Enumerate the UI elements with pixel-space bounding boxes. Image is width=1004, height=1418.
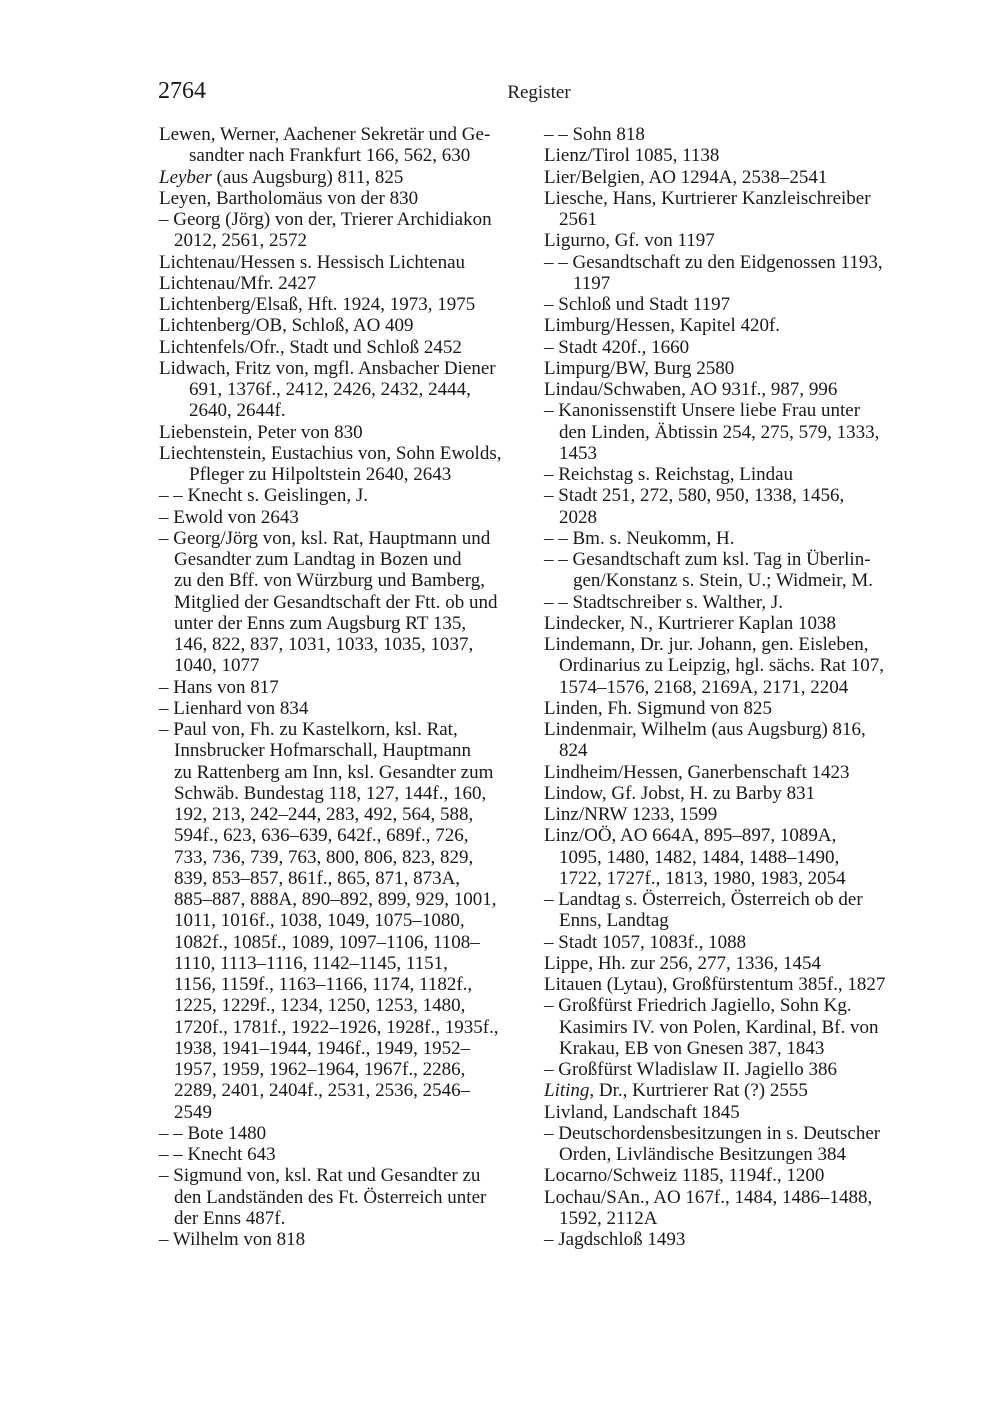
index-entry-line: – Deutschordensbesitzungen in s. Deutscher [544, 1122, 881, 1144]
index-entry-line: Pfleger zu Hilpoltstein 2640, 2643 [189, 464, 452, 485]
index-entry-line: Liting, Dr., Kurtrierer Rat (?) 2555 [544, 1080, 808, 1102]
index-entry-line: – Großfürst Wladislaw II. Jagiello 386 [544, 1059, 838, 1080]
index-entry-line: – – Gesandtschaft zum ksl. Tag in Überlin- [544, 549, 871, 570]
index-entry-line: – – Knecht 643 [159, 1144, 276, 1165]
index-entry-line: – Landtag s. Österreich, Österreich ob der [544, 889, 863, 910]
index-entry-line: 691, 1376f., 2412, 2426, 2432, 2444, [189, 379, 471, 400]
index-entry-line: 1592, 2112A [559, 1207, 658, 1229]
index-entry-line: Livland, Landschaft 1845 [544, 1101, 740, 1123]
index-entry-line: Lindau/Schwaben, AO 931f., 987, 996 [544, 379, 838, 400]
index-entry-line: Lindenmair, Wilhelm (aus Augsburg) 816, [544, 719, 866, 740]
index-entry-line: – Großfürst Friedrich Jagiello, Sohn Kg. [544, 995, 852, 1017]
index-entry-line: Lidwach, Fritz von, mgfl. Ansbacher Diener [159, 357, 496, 379]
index-entry-line: Lichtenberg/OB, Schloß, AO 409 [159, 315, 414, 337]
index-entry-line: Schwäb. Bundestag 118, 127, 144f., 160, [174, 782, 487, 804]
index-entry-line: 1722, 1727f., 1813, 1980, 1983, 2054 [559, 867, 846, 889]
index-entry-line: Lier/Belgien, AO 1294A, 2538–2541 [544, 166, 828, 188]
index-entry-line: 1197 [573, 272, 611, 294]
index-entry-line: 2012, 2561, 2572 [174, 230, 307, 252]
page-number: 2764 [158, 78, 206, 104]
index-entry-line: Innsbrucker Hofmarschall, Hauptmann [174, 740, 472, 762]
index-entry-line: – Ewold von 2643 [159, 506, 299, 528]
index-entry-line: Limpurg/BW, Burg 2580 [544, 357, 735, 379]
index-entry-line: 2289, 2401, 2404f., 2531, 2536, 2546– [174, 1080, 471, 1102]
index-entry-line: Linden, Fh. Sigmund von 825 [544, 697, 773, 719]
index-entry-line: Linz/NRW 1233, 1599 [544, 804, 718, 825]
index-entry-line: 1011, 1016f., 1038, 1049, 1075–1080, [174, 910, 465, 932]
index-entry-line: 1110, 1113–1116, 1142–1145, 1151, [174, 952, 448, 974]
index-entry-line: den Landständen des Ft. Österreich unter [174, 1186, 487, 1208]
index-entry-line: Enns, Landtag [559, 910, 669, 932]
index-entry-line: 1095, 1480, 1482, 1484, 1488–1490, [559, 846, 840, 868]
index-entry-line: – Kanonissenstift Unsere liebe Frau unter [544, 400, 861, 422]
index-entry-line: 733, 736, 739, 763, 800, 806, 823, 829, [174, 846, 474, 868]
index-entry-line: – Schloß und Stadt 1197 [544, 294, 731, 315]
index-entry-line: – Jagdschloß 1493 [544, 1229, 686, 1250]
index-entry-line: Litauen (Lytau), Großfürstentum 385f., 1827 [544, 974, 886, 995]
index-entry-line: 1225, 1229f., 1234, 1250, 1253, 1480, [174, 995, 466, 1017]
index-entry-line: – Georg (Jörg) von der, Trierer Archidiakon [159, 209, 492, 230]
right-column [544, 124, 916, 1250]
index-entry-line: Lichtenberg/Elsaß, Hft. 1924, 1973, 1975 [159, 294, 476, 315]
index-entry-line: Lienz/Tirol 1085, 1138 [544, 145, 720, 167]
index-entry-line: – – Bote 1480 [159, 1122, 267, 1144]
index-entry-line: Liechtenstein, Eustachius von, Sohn Ewolds, [159, 442, 502, 464]
index-entry-line: den Linden, Äbtissin 254, 275, 579, 1333, [559, 421, 880, 443]
index-entry-line: Lindow, Gf. Jobst, H. zu Barby 831 [544, 782, 816, 804]
index-entry-line: 2640, 2644f. [189, 400, 286, 422]
index-entry-line: Krakau, EB von Gnesen 387, 1843 [559, 1037, 825, 1059]
index-entry-line: Lewen, Werner, Aachener Sekretär und Ge- [159, 124, 491, 145]
index-entry-line: 1453 [559, 442, 597, 464]
index-entry-line: Lichtenau/Mfr. 2427 [159, 272, 317, 294]
index-entry-line: – – Gesandtschaft zu den Eidgenossen 1193, [544, 251, 883, 273]
index-entry-line: – Hans von 817 [159, 676, 279, 698]
index-entry-line: 885–887, 888A, 890–892, 899, 929, 1001, [174, 889, 497, 910]
index-entry-line: 1574–1576, 2168, 2169A, 2171, 2204 [559, 676, 849, 698]
index-entry-line: Locarno/Schweiz 1185, 1194f., 1200 [544, 1165, 825, 1187]
index-entry-line: 146, 822, 837, 1031, 1033, 1035, 1037, [174, 634, 474, 655]
index-entry-line: 2549 [174, 1101, 212, 1123]
index-entry-line: Mitglied der Gesandtschaft der Ftt. ob und [174, 591, 498, 613]
index-entry-line: – Stadt 1057, 1083f., 1088 [544, 931, 747, 953]
index-entry-line: 1040, 1077 [174, 655, 260, 677]
index-entry-line: Limburg/Hessen, Kapitel 420f. [544, 315, 781, 337]
index-entry-line: – Lienhard von 834 [159, 697, 309, 719]
index-entry-line: Lindecker, N., Kurtrierer Kaplan 1038 [544, 612, 837, 634]
index-entry-line: 1938, 1941–1944, 1946f., 1949, 1952– [174, 1037, 471, 1059]
index-entry-line: zu den Bff. von Würzburg und Bamberg, [174, 570, 485, 592]
index-entry-line: 1156, 1159f., 1163–1166, 1174, 1182f., [174, 974, 473, 995]
index-entry-line: Lindheim/Hessen, Ganerbenschaft 1423 [544, 761, 850, 783]
index-entry-line: zu Rattenberg am Inn, ksl. Gesandter zum [174, 761, 494, 783]
index-entry-line: 1957, 1959, 1962–1964, 1967f., 2286, [174, 1059, 466, 1080]
index-entry-line: Ordinarius zu Leipzig, hgl. sächs. Rat 107, [559, 655, 885, 677]
index-entry-line: – – Sohn 818 [544, 124, 645, 145]
index-entry-line: Lichtenfels/Ofr., Stadt und Schloß 2452 [159, 336, 462, 358]
index-entry-line: unter der Enns zum Augsburg RT 135, [174, 612, 467, 634]
index-entry-line: – – Knecht s. Geislingen, J. [159, 485, 368, 507]
index-entry-line: Liesche, Hans, Kurtrierer Kanzleischreiber [544, 187, 871, 209]
index-entry-line: Liebenstein, Peter von 830 [159, 421, 363, 443]
index-entry-line: – Reichstag s. Reichstag, Lindau [544, 464, 794, 485]
index-entry-line: 1082f., 1085f., 1089, 1097–1106, 1108– [174, 931, 480, 953]
index-entry-line: Lichtenau/Hessen s. Hessisch Lichtenau [159, 251, 466, 273]
index-entry-line: – Wilhelm von 818 [159, 1229, 306, 1250]
index-entry-line: 2028 [559, 506, 597, 528]
index-entry-line: – Paul von, Fh. zu Kastelkorn, ksl. Rat, [159, 719, 458, 740]
index-entry-line: – Georg/Jörg von, ksl. Rat, Hauptmann und [159, 527, 491, 549]
index-entry-line: 1720f., 1781f., 1922–1926, 1928f., 1935f., [174, 1016, 499, 1038]
index-entry-line: Leyber (aus Augsburg) 811, 825 [159, 166, 404, 188]
index-entry-line: Ligurno, Gf. von 1197 [544, 230, 715, 252]
index-entry-line: Orden, Livländische Besitzungen 384 [559, 1144, 847, 1165]
index-entry-line: Leyen, Bartholomäus von der 830 [159, 187, 419, 209]
index-entry-line: 594f., 623, 636–639, 642f., 689f., 726, [174, 825, 469, 847]
index-entry-line: sandter nach Frankfurt 166, 562, 630 [189, 145, 471, 167]
index-entry-line: 824 [559, 740, 588, 762]
index-entry-line: 192, 213, 242–244, 283, 492, 564, 588, [174, 804, 474, 825]
index-entry-line: – Stadt 251, 272, 580, 950, 1338, 1456, [544, 485, 845, 507]
index-entry-line: Lindemann, Dr. jur. Johann, gen. Eisleben, [544, 634, 869, 655]
index-entry-line: Lippe, Hh. zur 256, 277, 1336, 1454 [544, 952, 822, 974]
index-entry-line: Linz/OÖ, AO 664A, 895–897, 1089A, [544, 825, 837, 847]
index-entry-line: Gesandter zum Landtag in Bozen und [174, 549, 462, 570]
index-entry-line: – – Stadtschreiber s. Walther, J. [544, 591, 784, 613]
index-entry-line: 839, 853–857, 861f., 865, 871, 873A, [174, 867, 461, 889]
index-entry-line: der Enns 487f. [174, 1207, 286, 1229]
index-entry-line: – Stadt 420f., 1660 [544, 336, 690, 358]
left-column [159, 124, 521, 1250]
index-entry-line: Lochau/SAn., AO 167f., 1484, 1486–1488, [544, 1186, 873, 1208]
index-entry-line: – – Bm. s. Neukomm, H. [544, 527, 735, 549]
running-head: Register [507, 82, 571, 103]
index-entry-line: gen/Konstanz s. Stein, U.; Widmeir, M. [573, 570, 873, 592]
index-entry-line: Kasimirs IV. von Polen, Kardinal, Bf. von [559, 1016, 879, 1038]
index-entry-line: – Sigmund von, ksl. Rat und Gesandter zu [159, 1165, 481, 1187]
index-entry-line: 2561 [559, 209, 597, 230]
